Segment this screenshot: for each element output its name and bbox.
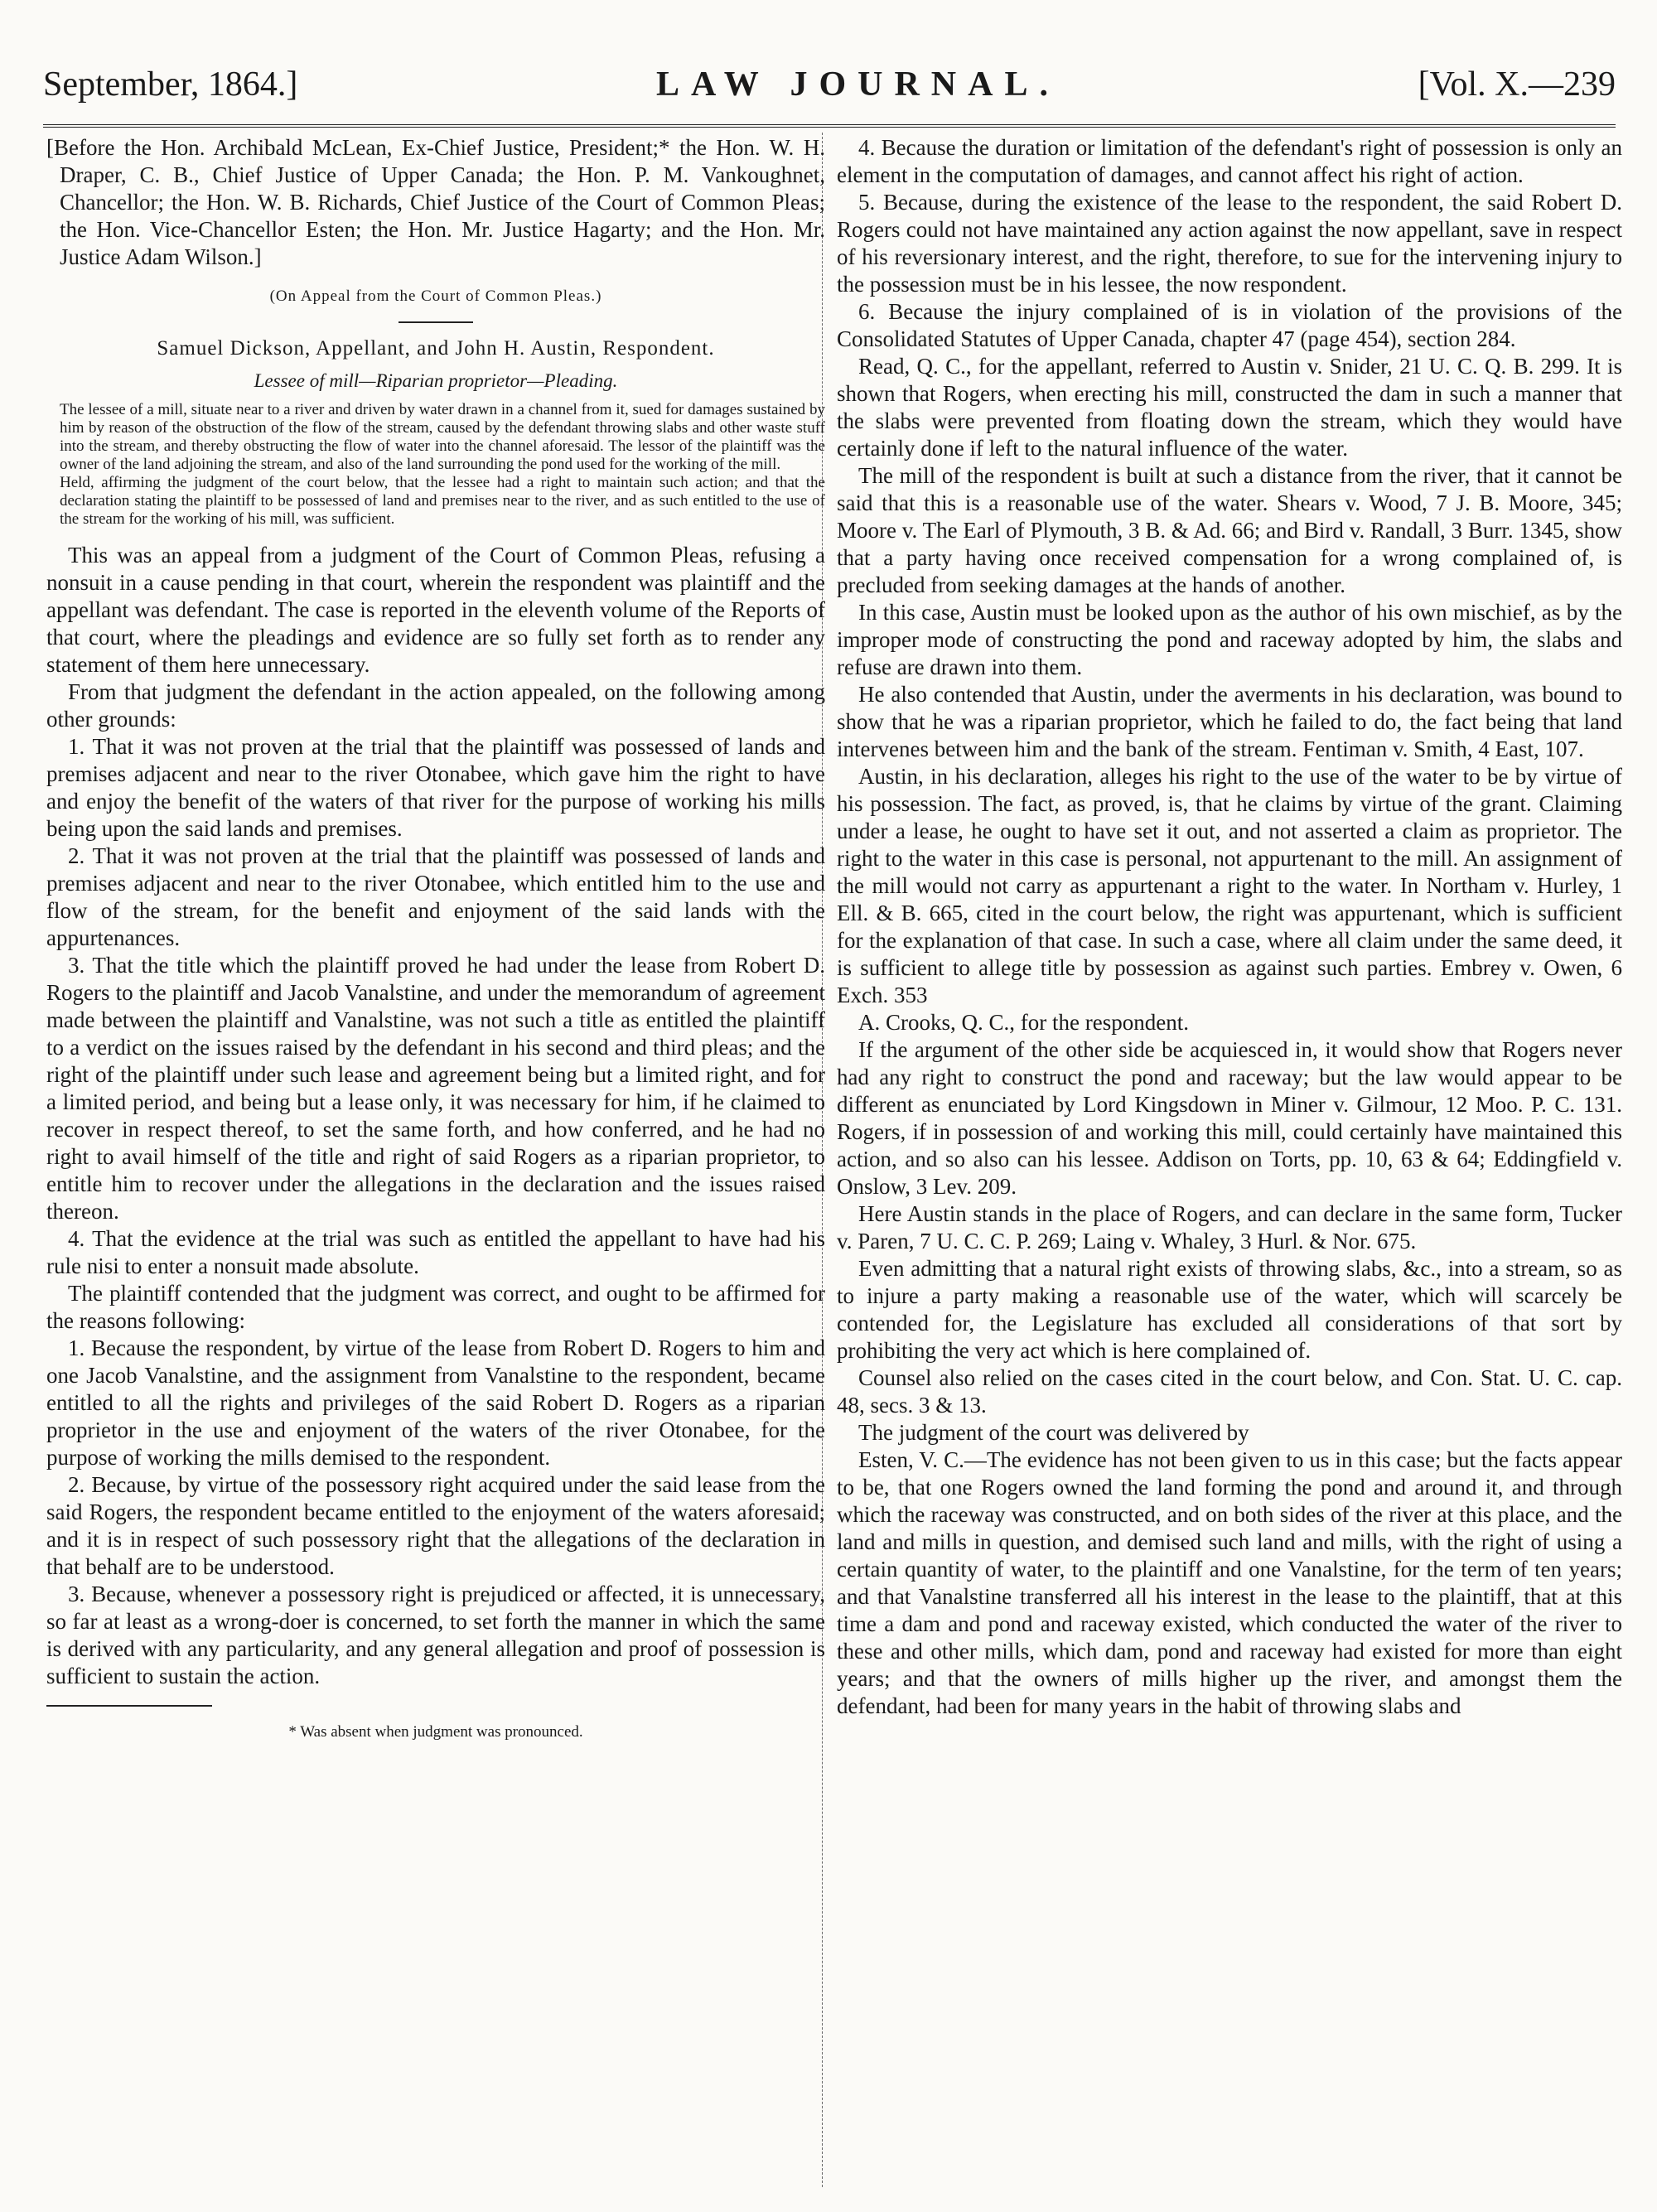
headnote-facts: The lessee of a mill, situate near to a river and driven by water drawn in a channel from it, sued for damages sustained by him by reason of the obstruction of the flow of the stream, caused by the defendant throwing slabs and other waste stuff into the stream, and thereby obstructing the flow of water into the channel aforesaid. The lessor of the plaintiff was the owner of the land adjoining the stream, and also of the land surrounding the pond used for the working of the mill. [60, 401, 825, 473]
paragraph: 1. Because the respondent, by virtue of the lease from Robert D. Rogers to him and one Jacob Vanalstine, and the assignment from Vanalstine to the respondent, became entitled to all the rights and privileges of the said Robert D. Rogers as a riparian proprietor in the use and enjoyment of the waters of the river Otonabee, for the purpose of working the mills demised to the respondent. [46, 1335, 825, 1470]
header-date: September, 1864.] [43, 65, 298, 104]
paragraph: Here Austin stands in the place of Rogers, and can declare in the same form, Tucker v. Paren, 7 U. C. C. P. 269; Laing v. Whaley, 3 Hurl. & Nor. 675. [837, 1201, 1622, 1253]
paragraph: In this case, Austin must be looked upon as the author of his own mischief, as by the improper mode of constructing the pond and raceway adopted by him, the slabs and refuse are drawn into them. [837, 600, 1622, 679]
paragraph: If the argument of the other side be acquiesced in, it would show that Rogers never had any right to construct the pond and raceway; but the law would appear to be different as enunciated by Lord Kingsdown in Miner v. Gilmour, 12 Moo. P. C. 131. Rogers, if in possession of and working this mill, could certainly have maintained this action, and so also can his lessee. Addison on Torts, pp. 10, 63 & 64; Eddingfield v. Onslow, 3 Lev. 209. [837, 1037, 1622, 1199]
paragraph: 5. Because, during the existence of the lease to the respondent, the said Robert D. Rogers could not have maintained any action against the now appellant, save in respect of his reversionary interest, and the right, therefore, to sue for the intervening injury to the possession must be in his lessee, the now respondent. [837, 190, 1622, 297]
paragraph: 6. Because the injury complained of is in violation of the provisions of the Consolidated Statutes of Upper Canada, chapter 47 (page 454), section 284. [837, 299, 1622, 351]
paragraph: 4. Because the duration or limitation of the defendant's right of possession is only an element in the computation of damages, and cannot affect his right of action. [837, 135, 1622, 187]
header-volume-page: [Vol. X.—239 [1418, 65, 1616, 104]
footnote: * Was absent when judgment was pronounced. [288, 1723, 583, 1741]
running-header [43, 65, 1616, 123]
header-rule [43, 124, 1616, 128]
footnote-rule [46, 1705, 212, 1707]
paragraph: 4. That the evidence at the trial was such as entitled the appellant to have had his rule nisi to enter a nonsuit made absolute. [46, 1226, 825, 1278]
journal-title: LAW JOURNAL. [656, 65, 1060, 104]
appeal-line: (On Appeal from the Court of Common Pleas.) [269, 287, 602, 305]
paragraph: A. Crooks, Q. C., for the respondent. [858, 1010, 1189, 1035]
paragraph: Counsel also relied on the cases cited in the court below, and Con. Stat. U. C. cap. 48, secs. 3 & 13. [837, 1365, 1622, 1418]
paragraph: Even admitting that a natural right exists of throwing slabs, &c., into a stream, so as to injure a party making a reasonable use of the water, which will scarcely be contended for, the Legislature has excluded all considerations of that sort by prohibiting the very act which is here complained of. [837, 1256, 1622, 1363]
paragraph: He also contended that Austin, under the averments in his declaration, was bound to show that he was a riparian proprietor, which he failed to do, the fact being that land intervenes between him and the bank of the stream. Fentiman v. Smith, 4 East, 107. [837, 682, 1622, 761]
paragraph: Austin, in his declaration, alleges his right to the use of the water to be by virtue of his possession. The fact, as proved, is, that he claims by virtue of the grant. Claiming under a lease, he ought to have set it out, and not asserted a claim as proprietor. The right to the water in this case is personal, not appurtenant to the mill. An assignment of the mill would not carry as appurtenant a right to the water. In Northam v. Hurley, 1 Ell. & B. 665, cited in the court below, the right was appurtenant, which is sufficient for the explanation of that case. In such a case, where all claim under the same deed, it is sufficient to allege title by possession as against such parties. Embrey v. Owen, 6 Exch. 353 [837, 764, 1622, 1007]
short-rule [399, 321, 473, 323]
paragraph: The plaintiff contended that the judgment was correct, and ought to be affirmed for the reasons following: [46, 1281, 825, 1333]
paragraph: From that judgment the defendant in the action appealed, on the following among other grounds: [46, 679, 825, 732]
left-column [46, 134, 825, 1746]
paragraph: 3. Because, whenever a possessory right is prejudiced or affected, it is unnecessary, so far at least as a wrong-doer is concerned, to set forth the manner in which the same is derived with any particularity, and any general allegation and proof of possession is sufficient to sustain the action. [46, 1582, 825, 1688]
case-parties: Samuel Dickson, Appellant, and John H. Austin, Respondent. [157, 337, 715, 360]
paragraph: 2. Because, by virtue of the possessory right acquired under the said lease from the said Rogers, the respondent became entitled to the enjoyment of the waters aforesaid; and it is in respect of such possessory right that the allegations of the declaration in that behalf are to be understood. [46, 1472, 825, 1579]
right-column [837, 134, 1622, 1720]
paragraph: 1. That it was not proven at the trial that the plaintiff was possessed of lands and premises adjacent and near to the river Otonabee, which gave him the right to have and enjoy the benefit of the waters of that river for the purpose of working his mills being upon the said lands and premises. [46, 734, 825, 841]
paragraph: The judgment of the court was delivered by [858, 1420, 1249, 1445]
paragraph: This was an appeal from a judgment of the Court of Common Pleas, refusing a nonsuit in a cause pending in that court, wherein the respondent was plaintiff and the appellant was defendant. The case is reported in the eleventh volume of the Reports of that court, where the pleadings and evidence are so fully set forth as to render any statement of them here unnecessary. [46, 543, 825, 677]
paragraph: The mill of the respondent is built at such a distance from the river, that it cannot be said that this is a reasonable use of the water. Shears v. Wood, 7 J. B. Moore, 345; Moore v. The Earl of Plymouth, 3 B. & Ad. 66; and Bird v. Randall, 3 Burr. 1345, show that a party having once received compensation for a wrong complained of, is precluded from seeking damages at the hands of another. [837, 463, 1622, 597]
paragraph: Esten, V. C.—The evidence has not been given to us in this case; but the facts appear to be, that one Rogers owned the land forming the pond and around it, and through which the raceway was constructed, and on both sides of the river at this place, and the land and mills in question, and demised such land and mills, with the right of using a certain quantity of water, to the plaintiff and one Vanalstine, for the term of ten years; and that Vanalstine transferred all his interest in the lease to the plaintiff, that at this time a dam and pond and raceway existed, which conducted the water of the river to these and other mills, which dam, pond and raceway had existed for more than eight years; and that the owners of mills higher up the river, and amongst them the defendant, had been for many years in the habit of throwing slabs and [837, 1447, 1622, 1718]
bench-composition: [Before the Hon. Archibald McLean, Ex-Chief Justice, President;* the Hon. W. H. Draper, C. B., Chief Justice of Upper Canada; the Hon. P. M. Vankoughnet, Chancellor; the Hon. W. B. Richards, Chief Justice of the Court of Common Pleas; the Hon. Vice-Chancellor Esten; the Hon. Mr. Justice Hagarty; and the Hon. Mr. Justice Adam Wilson.] [46, 135, 825, 269]
paragraph: Read, Q. C., for the appellant, referred to Austin v. Snider, 21 U. C. Q. B. 299. It is shown that Rogers, when erecting his mill, constructed the dam in such a manner that the slabs were prevented from floating down the stream, which they would have certainly done if left to the natural influence of the water. [837, 354, 1622, 461]
headnote-held: Held, affirming the judgment of the court below, that the lessee had a right to maintain such action; and that the declaration stating the plaintiff to be possessed of land and premises near to the river, and as such entitled to the use of the stream for the working of his mill, was sufficient. [60, 474, 825, 528]
paragraph: 3. That the title which the plaintiff proved he had under the lease from Robert D. Rogers to the plaintiff and Jacob Vanalstine, and under the memorandum of agreement made between the plaintiff and Vanalstine, was not such a title as entitled the plaintiff to a verdict on the issues raised by the defendant in his second and third pleas; and the right of the plaintiff under such lease and agreement being but a limited right, and for a limited period, and being but a lease only, it was necessary for him, if he claimed to recover in respect thereof, to set the same forth, and how conferred, and he had no right to avail himself of the title and right of said Rogers as a riparian proprietor, to entitle him to recover under the allegations in the declaration and the issues raised thereon. [46, 953, 825, 1224]
paragraph: 2. That it was not proven at the trial that the plaintiff was possessed of lands and premises adjacent and near to the river Otonabee, which entitled him to the use and flow of the stream, for the benefit and enjoyment of the said lands with the appurtenances. [46, 843, 825, 950]
headnote-title: Lessee of mill—Riparian proprietor—Pleading. [254, 370, 618, 391]
